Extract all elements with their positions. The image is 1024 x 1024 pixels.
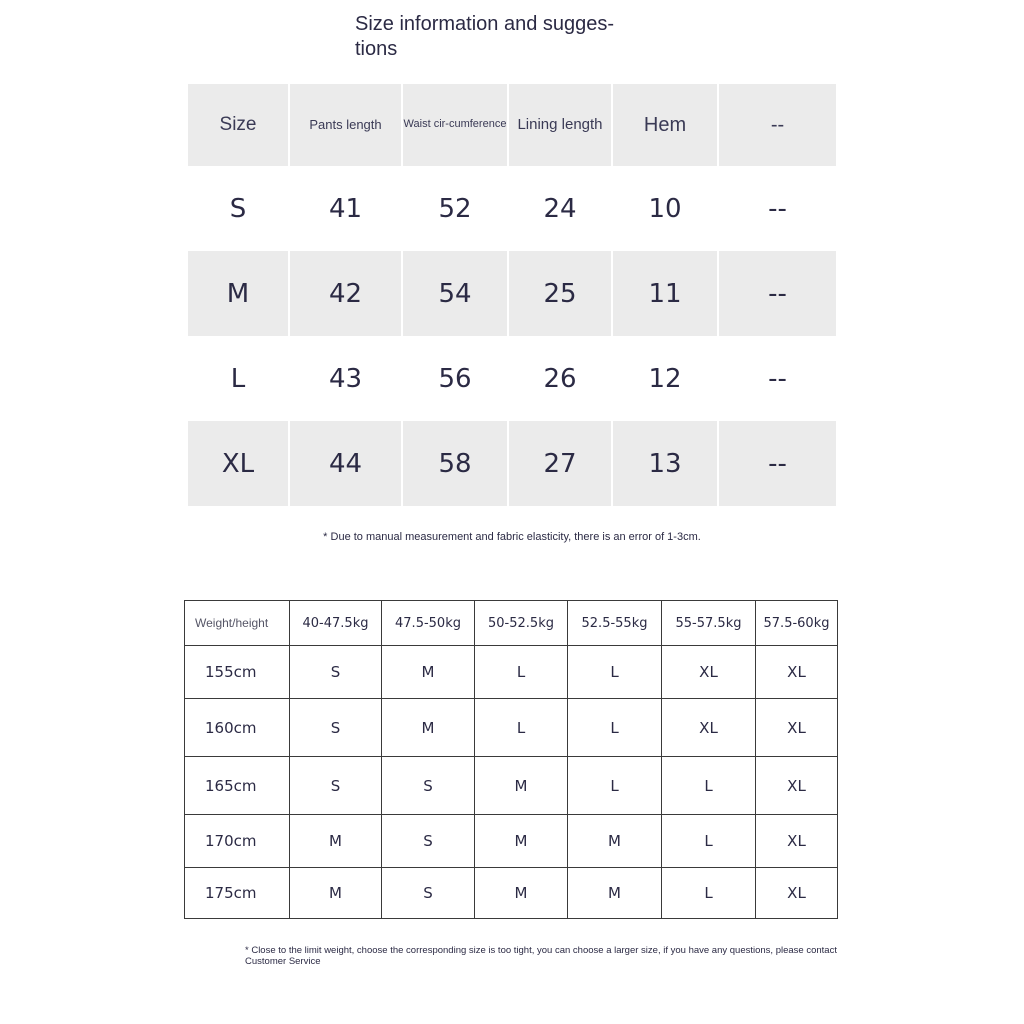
- size-advice-note: * Close to the limit weight, choose the corresponding size is too tight, you can choose a larger size, if you have any questions, please contact Customer Service: [245, 945, 837, 967]
- size-suggestion: M: [475, 815, 568, 868]
- weight-range: 40-47.5kg: [290, 601, 382, 646]
- size-suggestion: XL: [756, 868, 838, 919]
- size-chart-header: [188, 84, 836, 166]
- size-cell: 42: [290, 251, 403, 336]
- size-cell: --: [719, 251, 836, 336]
- size-recommendation-table: [184, 600, 838, 919]
- size-suggestion: M: [568, 868, 662, 919]
- size-suggestion: S: [290, 646, 382, 699]
- height-label: 165cm: [185, 757, 290, 815]
- size-suggestion: M: [475, 868, 568, 919]
- size-cell: S: [188, 166, 290, 251]
- size-cell: 10: [613, 166, 719, 251]
- size-suggestion: L: [568, 646, 662, 699]
- size-cell: 11: [613, 251, 719, 336]
- size-cell: --: [719, 421, 836, 506]
- size-suggestion: S: [290, 699, 382, 757]
- size-cell: 43: [290, 336, 403, 421]
- height-row: [185, 868, 838, 919]
- size-suggestion: M: [568, 815, 662, 868]
- weight-range: 47.5-50kg: [382, 601, 475, 646]
- size-suggestion: S: [290, 757, 382, 815]
- height-label: 155cm: [185, 646, 290, 699]
- height-row: [185, 757, 838, 815]
- size-cell: 44: [290, 421, 403, 506]
- size-cell: --: [768, 193, 787, 224]
- size-suggestion: L: [475, 699, 568, 757]
- size-row: [188, 166, 836, 251]
- weight-range: 55-57.5kg: [662, 601, 756, 646]
- size-suggestion: L: [662, 868, 756, 919]
- size-suggestion: XL: [756, 646, 838, 699]
- weight-range: 52.5-55kg: [568, 601, 662, 646]
- size-cell: 26: [509, 336, 613, 421]
- size-suggestion: M: [290, 815, 382, 868]
- size-suggestion: XL: [662, 646, 756, 699]
- weight-header-row: [185, 601, 838, 646]
- height-label: 170cm: [185, 815, 290, 868]
- header-hem: Hem: [613, 84, 719, 166]
- size-suggestion: M: [382, 646, 475, 699]
- header-waist: Waist cir-cumference: [403, 84, 509, 166]
- size-cell: 12: [613, 336, 719, 421]
- size-suggestion: XL: [756, 757, 838, 815]
- size-chart: [188, 84, 836, 506]
- size-cell: 24: [509, 166, 613, 251]
- size-cell: XL: [188, 421, 290, 506]
- height-row: [185, 815, 838, 868]
- size-cell: 58: [403, 421, 509, 506]
- header-lining-length: Lining length: [509, 84, 613, 166]
- page-title: Size information and sugges-tions: [355, 13, 615, 60]
- size-cell: L: [188, 336, 290, 421]
- size-cell: 25: [509, 251, 613, 336]
- size-cell: M: [188, 251, 290, 336]
- header-size: Size: [188, 84, 290, 166]
- size-suggestion: XL: [756, 815, 838, 868]
- size-row: [188, 251, 836, 336]
- size-suggestion: L: [568, 699, 662, 757]
- weight-range: 57.5-60kg: [756, 601, 838, 646]
- size-suggestion: XL: [662, 699, 756, 757]
- size-suggestion: M: [475, 757, 568, 815]
- size-cell: --: [768, 363, 787, 394]
- header-extra: --: [719, 84, 836, 166]
- size-suggestion: M: [382, 699, 475, 757]
- size-cell: 41: [290, 166, 403, 251]
- height-label: 175cm: [185, 868, 290, 919]
- size-suggestion: L: [568, 757, 662, 815]
- size-suggestion: L: [662, 757, 756, 815]
- measurement-note: * Due to manual measurement and fabric elasticity, there is an error of 1-3cm.: [323, 531, 701, 543]
- header-pants-length: Pants length: [290, 84, 403, 166]
- size-cell: 56: [403, 336, 509, 421]
- height-row: [185, 699, 838, 757]
- size-suggestion: S: [382, 815, 475, 868]
- size-suggestion: S: [382, 757, 475, 815]
- size-suggestion: L: [475, 646, 568, 699]
- size-cell: 54: [403, 251, 509, 336]
- size-suggestion: L: [662, 815, 756, 868]
- size-row: [188, 336, 836, 421]
- height-row: [185, 646, 838, 699]
- size-suggestion: XL: [756, 699, 838, 757]
- size-suggestion: M: [290, 868, 382, 919]
- size-cell: 52: [403, 166, 509, 251]
- size-row: [188, 421, 836, 506]
- weight-height-label: Weight/height: [185, 601, 290, 646]
- height-label: 160cm: [185, 699, 290, 757]
- weight-range: 50-52.5kg: [475, 601, 568, 646]
- size-cell: 27: [509, 421, 613, 506]
- size-cell: 13: [613, 421, 719, 506]
- size-suggestion: S: [382, 868, 475, 919]
